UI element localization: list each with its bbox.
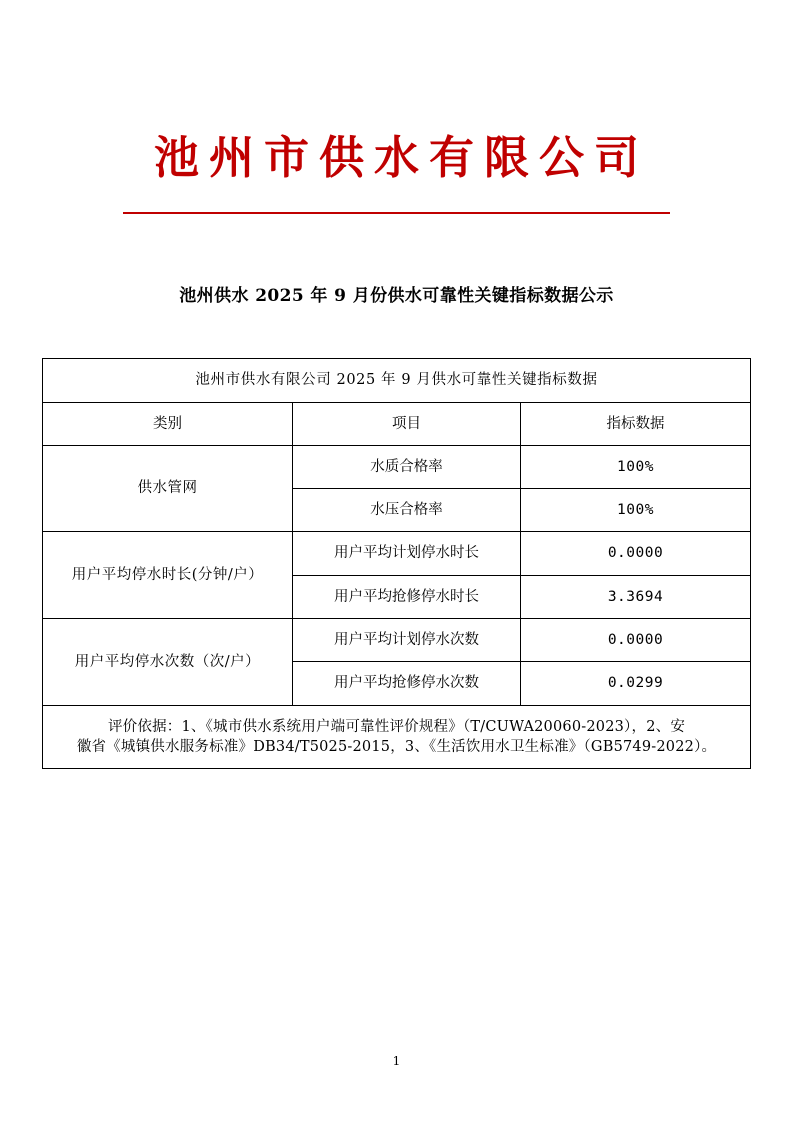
value-cell: 0.0000 — [521, 532, 751, 575]
table-caption: 池州市供水有限公司 2025 年 9 月供水可靠性关键指标数据 — [43, 359, 751, 402]
category-cell: 用户平均停水时长(分钟/户） — [43, 532, 293, 619]
table-row — [43, 532, 751, 575]
category-cell: 供水管网 — [43, 445, 293, 532]
table-header-row — [43, 402, 751, 445]
category-cell: 用户平均停水次数（次/户） — [43, 619, 293, 706]
value-cell: 100% — [521, 445, 751, 488]
value-cell: 0.0299 — [521, 662, 751, 705]
item-cell: 用户平均计划停水时长 — [293, 532, 521, 575]
note-line-1: 评价依据：1、《城市供水系统用户端可靠性评价规程》（T/CUWA20060-2023），2、安 — [107, 718, 686, 735]
column-header-value: 指标数据 — [521, 402, 751, 445]
letterhead — [42, 0, 751, 214]
item-cell: 用户平均抢修停水次数 — [293, 662, 521, 705]
indicator-table-wrapper — [42, 358, 751, 769]
evaluation-basis-note — [43, 705, 751, 769]
letterhead-divider — [123, 212, 670, 214]
company-name: 池州市供水有限公司 — [153, 131, 649, 184]
page-number: 1 — [392, 1054, 401, 1068]
note-line-2: 徽省《城镇供水服务标准》DB34/T5025-2015，3、《生活饮用水卫生标准》（GB5749-2022）。 — [76, 738, 717, 755]
item-cell: 水压合格率 — [293, 489, 521, 532]
table-row — [43, 445, 751, 488]
value-cell: 100% — [521, 489, 751, 532]
table-row — [43, 619, 751, 662]
value-cell: 0.0000 — [521, 619, 751, 662]
value-cell: 3.3694 — [521, 575, 751, 618]
item-cell: 用户平均计划停水次数 — [293, 619, 521, 662]
table-note-row — [43, 705, 751, 769]
column-header-item: 项目 — [293, 402, 521, 445]
item-cell: 水质合格率 — [293, 445, 521, 488]
page-title: 池州供水 2025 年 9 月份供水可靠性关键指标数据公示 — [179, 286, 614, 307]
item-cell: 用户平均抢修停水时长 — [293, 575, 521, 618]
column-header-category: 类别 — [43, 402, 293, 445]
indicator-table — [42, 358, 751, 769]
table-caption-row — [43, 359, 751, 402]
